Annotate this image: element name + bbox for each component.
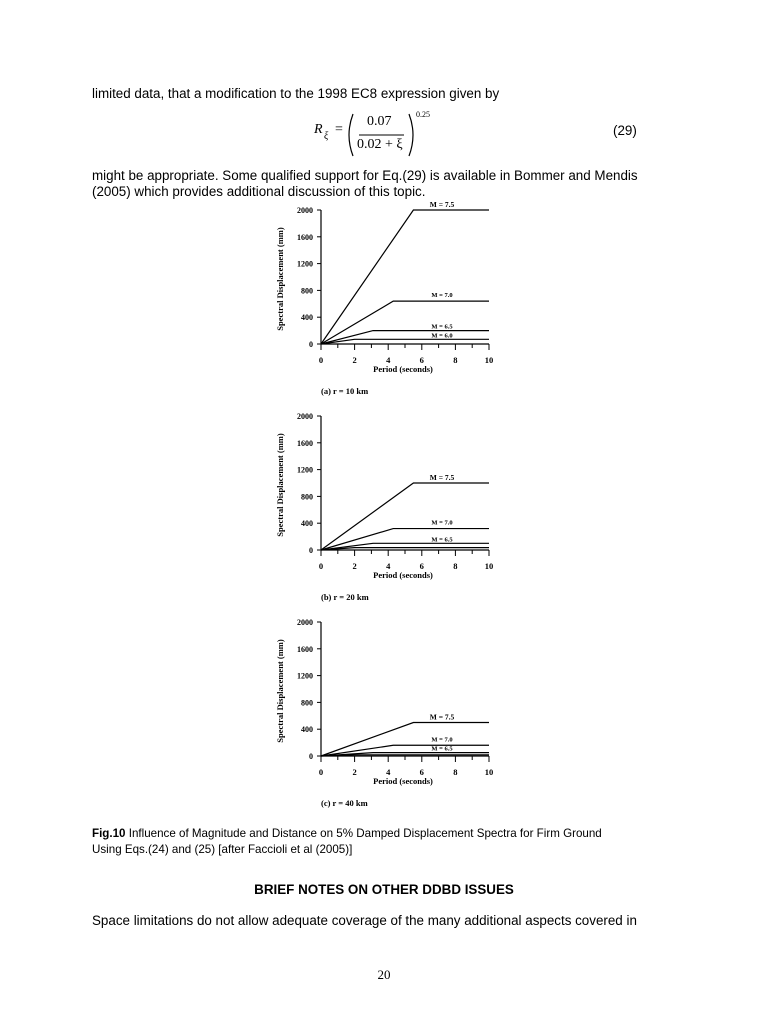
equation-number: (29) xyxy=(613,123,637,138)
series-line xyxy=(321,723,489,757)
y-tick-label: 400 xyxy=(301,313,313,323)
x-tick-label: 0 xyxy=(318,561,324,571)
y-tick-label: 1200 xyxy=(297,671,313,681)
y-tick-label: 2000 xyxy=(297,618,313,627)
series-label: M = 6.5 xyxy=(431,536,453,544)
series-label: M = 7.5 xyxy=(429,473,455,482)
y-tick-label: 400 xyxy=(301,725,313,735)
y-tick-label: 0 xyxy=(309,546,313,555)
page-number: 20 xyxy=(377,967,391,982)
series-line xyxy=(321,331,489,344)
x-tick-label: 8 xyxy=(453,355,458,365)
x-tick-label: 6 xyxy=(419,561,424,571)
chart-subtitle: (b) r = 20 km xyxy=(321,592,369,602)
equation-equals: = xyxy=(335,122,343,137)
text-last-line: Space limitations do not allow adequate coverage of the many additional aspects covered in xyxy=(92,913,637,928)
x-tick-label: 6 xyxy=(419,355,424,365)
x-tick-label: 4 xyxy=(386,561,391,571)
x-axis-title: Period (seconds) xyxy=(373,364,433,374)
y-tick-label: 2000 xyxy=(297,206,313,215)
y-tick-label: 1600 xyxy=(297,438,313,448)
y-tick-label: 2000 xyxy=(297,412,313,421)
series-label: M = 7.0 xyxy=(431,292,453,300)
x-axis-title: Period (seconds) xyxy=(373,776,433,786)
x-tick-label: 10 xyxy=(484,355,494,365)
x-axis-title: Period (seconds) xyxy=(373,570,433,580)
figure-caption xyxy=(92,826,692,858)
equation-lhs: R xyxy=(314,122,323,137)
x-tick-label: 8 xyxy=(453,561,458,571)
series-line xyxy=(321,483,489,550)
x-tick-label: 2 xyxy=(352,355,357,365)
text-para2-line2: (2005) which provides additional discussion of this topic. xyxy=(92,184,426,199)
series-line xyxy=(321,210,489,344)
chart-a xyxy=(268,198,508,398)
y-tick-label: 1600 xyxy=(297,644,313,654)
equation-numerator: 0.07 xyxy=(367,114,392,129)
y-axis-title: Spectral Displacement (mm) xyxy=(275,639,285,743)
x-tick-label: 6 xyxy=(419,767,424,777)
chart-c xyxy=(268,610,508,810)
chart-subtitle: (a) r = 10 km xyxy=(321,386,369,396)
x-tick-label: 10 xyxy=(484,561,494,571)
x-tick-label: 4 xyxy=(386,767,391,777)
y-axis-title: Spectral Displacement (mm) xyxy=(275,227,285,331)
chart-subtitle: (c) r = 40 km xyxy=(321,798,368,808)
equation-exponent: 0.25 xyxy=(416,110,430,119)
x-tick-label: 2 xyxy=(352,767,357,777)
x-tick-label: 0 xyxy=(318,767,324,777)
x-tick-label: 2 xyxy=(352,561,357,571)
equation-lhs-subscript: ξ xyxy=(324,131,329,142)
series-label: M = 7.0 xyxy=(431,519,453,527)
series-line xyxy=(321,543,489,550)
y-tick-label: 1600 xyxy=(297,232,313,242)
series-label: M = 6.5 xyxy=(431,745,453,753)
x-tick-label: 10 xyxy=(484,767,494,777)
section-heading: BRIEF NOTES ON OTHER DDBD ISSUES xyxy=(254,882,514,897)
series-label: M = 7.0 xyxy=(431,736,453,744)
series-label: M = 7.5 xyxy=(429,200,455,209)
y-axis-title: Spectral Displacement (mm) xyxy=(275,433,285,537)
text-line-1: limited data, that a modification to the 1998 EC8 expression given by xyxy=(92,86,500,101)
caption-label: Fig.10 xyxy=(92,827,126,840)
y-tick-label: 400 xyxy=(301,519,313,529)
series-label: M = 6.5 xyxy=(431,323,453,331)
series-line xyxy=(321,339,489,344)
y-tick-label: 1200 xyxy=(297,259,313,269)
y-tick-label: 800 xyxy=(301,492,313,502)
y-tick-label: 800 xyxy=(301,286,313,296)
text-para2-line1: might be appropriate. Some qualified support for Eq.(29) is available in Bommer and Mendis xyxy=(92,168,638,183)
x-tick-label: 8 xyxy=(453,767,458,777)
chart-b xyxy=(268,404,508,604)
caption-line-1: Influence of Magnitude and Distance on 5% Damped Displacement Spectra for Firm Ground xyxy=(125,827,602,840)
y-tick-label: 0 xyxy=(309,752,313,761)
y-tick-label: 0 xyxy=(309,340,313,349)
series-label: M = 6.0 xyxy=(431,332,453,340)
series-label: M = 7.5 xyxy=(429,712,455,722)
x-tick-label: 4 xyxy=(386,355,391,365)
y-tick-label: 1200 xyxy=(297,465,313,475)
y-tick-label: 800 xyxy=(301,698,313,708)
equation-denominator: 0.02 + ξ xyxy=(357,137,403,152)
caption-line-2: Using Eqs.(24) and (25) [after Faccioli et al (2005)] xyxy=(92,843,353,856)
x-tick-label: 0 xyxy=(318,355,324,365)
